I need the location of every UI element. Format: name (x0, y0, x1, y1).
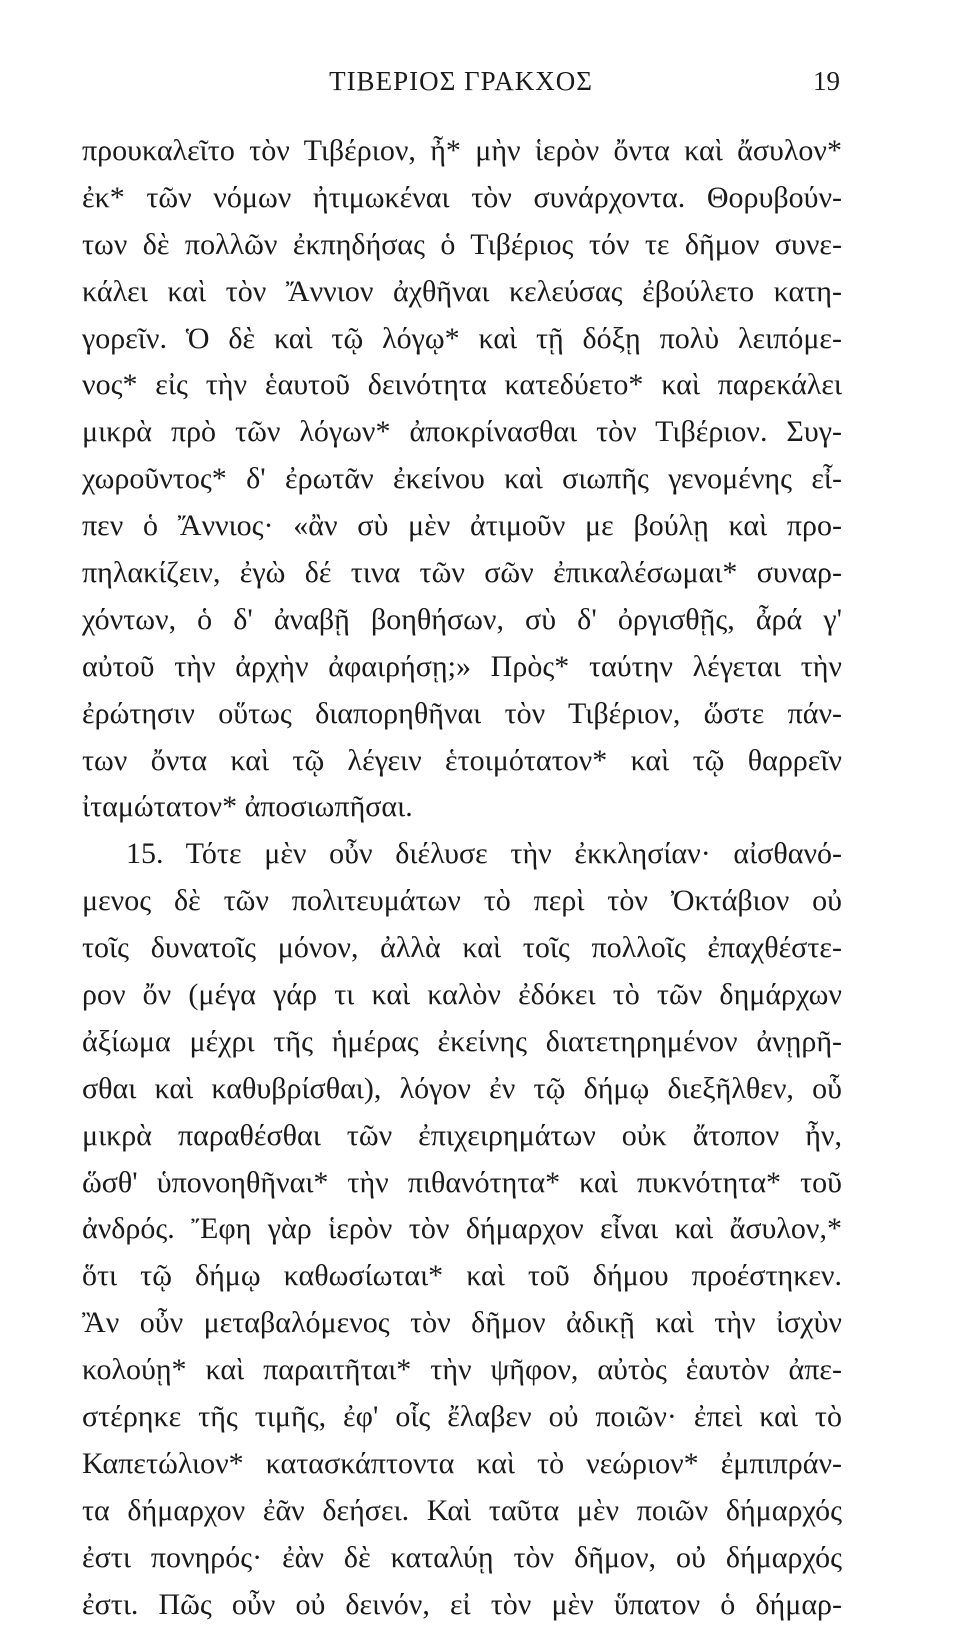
paragraph-end-line: ἰταμώτατον* ἀποσιωπῆσαι. (82, 790, 413, 824)
text-line: προυκαλεῖτο τὸν Τιβέριον, ἦ* μὴν ἱερὸν ὄντα καὶ ἄσυλον* (82, 134, 842, 167)
text-line: των ὄντα καὶ τῷ λέγειν ἑτοιμότατον* καὶ τῷ θαρρεῖν (82, 743, 842, 777)
text-line: ὅτι τῷ δήμῳ καθωσίωται* καὶ τοῦ δήμου προέστηκεν. (82, 1259, 842, 1293)
text-line: ὥσθ' ὑπονοηθῆναι* τὴν πιθανότητα* καὶ πυκνότητα* τοῦ (82, 1165, 842, 1199)
text-line: χόντων, ὁ δ' ἀναβῇ βοηθήσων, σὺ δ' ὀργισθῇς, ἆρά γ' (82, 602, 842, 636)
page-number: 19 (813, 66, 840, 96)
text-line: αὐτοῦ τὴν ἀρχὴν ἀφαιρήσῃ;» Πρὸς* ταύτην λέγεται τὴν (82, 649, 842, 683)
text-line: ἐρώτησιν οὕτως διαπορηθῆναι τὸν Τιβέριον, ὥστε πάν- (82, 696, 842, 730)
text-line: πεν ὁ Ἄννιος· «ἂν σὺ μὲν ἀτιμοῦν με βούλῃ καὶ προ- (82, 509, 842, 543)
text-line: τα δήμαρχον ἐᾶν δεήσει. Καὶ ταῦτα μὲν ποιῶν δήμαρχός (82, 1493, 842, 1527)
section-start-line: 15. Τότε μὲν οὖν διέλυσε τὴν ἐκκλησίαν· αἰσθανό- (126, 837, 842, 871)
text-line: ρον ὄν (μέγα γάρ τι καὶ καλὸν ἐδόκει τὸ τῶν δημάρχων (82, 978, 842, 1012)
text-line: των δὲ πολλῶν ἐκπηδήσας ὁ Τιβέριος τόν τε δῆμον συνε- (82, 227, 842, 261)
text-line: Καπετώλιον* κατασκάπτοντα καὶ τὸ νεώριον* ἐμπιπράν- (82, 1446, 842, 1480)
text-line: κάλει καὶ τὸν Ἄννιον ἀχθῆναι κελεύσας ἐβούλετο κατη- (82, 274, 842, 308)
text-line: μενος δὲ τῶν πολιτευμάτων τὸ περὶ τὸν Ὀκτάβιον οὐ (82, 884, 842, 918)
text-line: ἐστι πονηρός· ἐὰν δὲ καταλύῃ τὸν δῆμον, οὐ δήμαρχός (82, 1540, 842, 1574)
text-line: γορεῖν. Ὁ δὲ καὶ τῷ λόγῳ* καὶ τῇ δόξῃ πολὺ λειπόμε- (82, 321, 842, 355)
text-line: ἐστι. Πῶς οὖν οὐ δεινόν, εἰ τὸν μὲν ὕπατον ὁ δήμαρ- (82, 1587, 842, 1621)
running-title: ΤΙΒΕΡΙΟΣ ΓΡΑΚΧΟΣ (329, 66, 593, 96)
text-line: σθαι καὶ καθυβρίσθαι), λόγον ἐν τῷ δήμῳ διεξῆλθεν, οὗ (82, 1071, 842, 1105)
text-line: ἀνδρός. Ἔφη γὰρ ἱερὸν τὸν δήμαρχον εἶναι καὶ ἄσυλον,* (82, 1212, 842, 1246)
text-line: ἀξίωμα μέχρι τῆς ἡμέρας ἐκείνης διατετηρημένον ἀνῃρῆ- (82, 1024, 842, 1058)
text-line: χωροῦντος* δ' ἐρωτᾶν ἐκείνου καὶ σιωπῆς γενομένης εἶ- (82, 462, 842, 496)
text-line: τοῖς δυνατοῖς μόνον, ἀλλὰ καὶ τοῖς πολλοῖς ἐπαχθέστε- (82, 931, 842, 965)
text-line: μικρὰ πρὸ τῶν λόγων* ἀποκρίνασθαι τὸν Τιβέριον. Συγ- (82, 415, 842, 449)
text-line: Ἂν οὖν μεταβαλόμενος τὸν δῆμον ἀδικῇ καὶ τὴν ἰσχὺν (82, 1306, 842, 1340)
text-line: νος* εἰς τὴν ἑαυτοῦ δεινότητα κατεδύετο* καὶ παρεκάλει (82, 368, 842, 402)
text-line: ἐκ* τῶν νόμων ἠτιμωκέναι τὸν συνάρχοντα. Θορυβούν- (82, 180, 842, 214)
text-line: στέρηκε τῆς τιμῆς, ἐφ' οἷς ἔλαβεν οὐ ποιῶν· ἐπεὶ καὶ τὸ (82, 1400, 842, 1434)
page-header (84, 66, 838, 106)
text-line: μικρὰ παραθέσθαι τῶν ἐπιχειρημάτων οὐκ ἄτοπον ἦν, (82, 1118, 842, 1152)
text-line: κολούῃ* καὶ παραιτῆται* τὴν ψῆφον, αὐτὸς ἑαυτὸν ἀπε- (82, 1353, 842, 1387)
body-text (82, 128, 842, 1629)
text-line: πηλακίζειν, ἐγὼ δέ τινα τῶν σῶν ἐπικαλέσωμαι* συναρ- (82, 556, 842, 590)
